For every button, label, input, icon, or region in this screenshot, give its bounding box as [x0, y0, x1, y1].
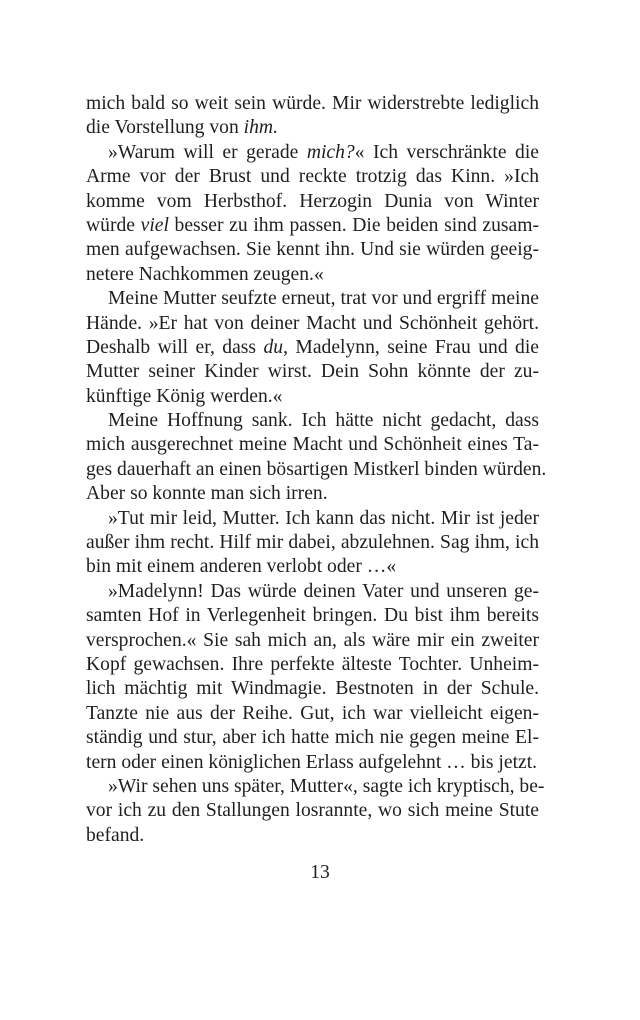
text-line: ständig und stur, aber ich hatte mich nie gegen meine El-: [86, 727, 539, 749]
paragraph: [86, 287, 539, 409]
text-line: würde viel besser zu ihm passen. Die beiden sind zusam-: [86, 214, 539, 236]
text-line: befand.: [86, 824, 145, 846]
page-number: 13: [310, 862, 330, 883]
paragraph: [86, 507, 539, 580]
text-line: mich bald so weit sein würde. Mir widerstrebte lediglich: [86, 93, 539, 114]
text-line: »Tut mir leid, Mutter. Ich kann das nicht. Mir ist jeder: [108, 507, 539, 529]
body-text: [86, 92, 547, 848]
text-line: die Vorstellung von ihm.: [86, 117, 278, 139]
text-line: Deshalb will er, dass du, Madelynn, seine Frau und die: [86, 336, 539, 358]
text-line: vor ich zu den Stallungen losrannte, wo sich meine Stute: [86, 800, 539, 822]
text-line: netere Nachkommen zeugen.«: [86, 263, 324, 285]
paragraph: [86, 141, 539, 287]
text-line: Mutter seiner Kinder wirst. Dein Sohn könnte der zu-: [86, 361, 539, 383]
text-line: bin mit einem anderen verlobt oder …«: [86, 556, 397, 578]
paragraph: [86, 409, 547, 507]
text-line: samten Hof in Verlegenheit bringen. Du bist ihm bereits: [86, 605, 539, 627]
text-line: versprochen.« Sie sah mich an, als wäre mir ein zweiter: [86, 629, 539, 651]
text-line: Arme vor der Brust und reckte trotzig das Kinn. »Ich: [86, 166, 539, 188]
text-line: men aufgewachsen. Sie kennt ihn. Und sie würden geeig-: [86, 239, 539, 261]
text-line: tern oder einen königlichen Erlass aufgelehnt … bis jetzt.: [86, 751, 538, 773]
text-line: Aber so konnte man sich irren.: [86, 483, 328, 505]
paragraph: [86, 775, 545, 848]
text-line: »Madelynn! Das würde deinen Vater und unseren ge-: [108, 580, 539, 602]
text-line: außer ihm recht. Hilf mir dabei, abzulehnen. Sag ihm, ich: [86, 532, 539, 554]
text-line: Hände. »Er hat von deiner Macht und Schönheit gehört.: [86, 312, 539, 334]
text-line: Kopf gewachsen. Ihre perfekte älteste Tochter. Unheim-: [86, 653, 539, 675]
text-line: Tanzte nie aus der Reihe. Gut, ich war vielleicht eigen-: [86, 702, 539, 724]
text-line: »Warum will er gerade mich?« Ich verschränkte die: [108, 141, 539, 163]
paragraph: [86, 92, 539, 141]
text-line: mich ausgerechnet meine Macht und Schönheit eines Ta-: [86, 434, 539, 456]
paragraph: [86, 580, 539, 775]
text-line: lich mächtig mit Windmagie. Bestnoten in der Schule.: [86, 678, 539, 700]
text-line: Meine Hoffnung sank. Ich hätte nicht gedacht, dass: [108, 410, 539, 432]
text-line: »Wir sehen uns später, Mutter«, sagte ich kryptisch, be-: [108, 775, 545, 797]
text-line: künftige König werden.«: [86, 385, 283, 407]
text-line: komme vom Herbsthof. Herzogin Dunia von Winter: [86, 190, 539, 212]
text-line: ges dauerhaft an einen bösartigen Mistkerl binden würden.: [86, 458, 547, 480]
text-line: Meine Mutter seufzte erneut, trat vor und ergriff meine: [108, 288, 539, 310]
